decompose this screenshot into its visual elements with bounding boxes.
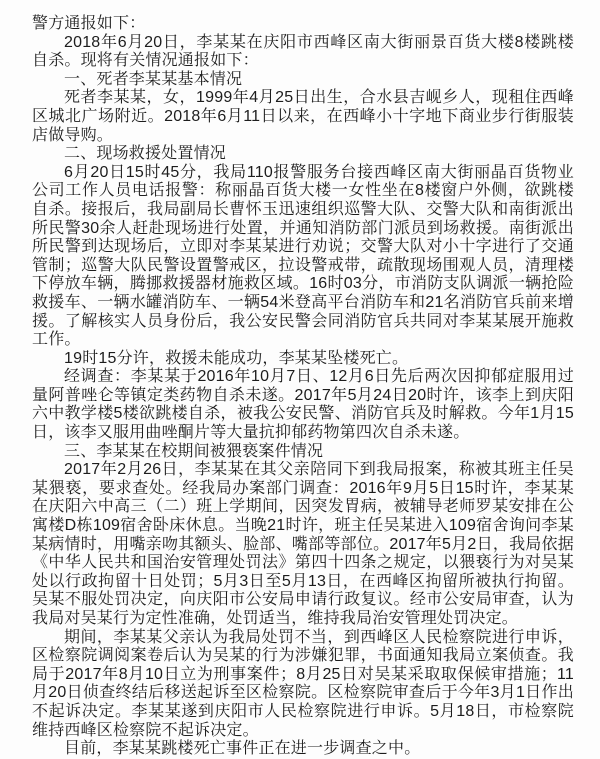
victim-info-paragraph: 死者李某某，女，1999年4月25日出生，合水县吉岘乡人，现租住西峰区城北广场附近。2018年6月11日以来，在西峰小十字地下商业步行街服装店做导购。	[32, 89, 574, 144]
investigation-history-paragraph: 经调查：李某某于2016年10月7日、12月6日先后两次因抑郁症服用过量阿普唑仑等镇定类药物自杀未遂。2017年5月24日20时许，该李上到庆阳六中教学楼5楼欲跳楼自杀，被我公安民警、消防官兵及时解救。今年1月15日，该李又服用曲唑酮片等大量抗抑郁药物第四次自杀未遂。	[32, 368, 574, 442]
death-time-paragraph: 19时15分许，救援未能成功，李某某坠楼死亡。	[64, 349, 409, 367]
appeal-process-paragraph: 期间，李某某父亲认为我局处罚不当，到西峰区人民检察院进行申诉，区检察院调阅案卷后认为吴某的行为涉嫌犯罪，书面通知我局立案侦查。我局于2017年8月10日立为刑事案件；8月25日对吴某采取取保候审措施；11月20日侦查终结后移送起诉至区检察院。区检察院审查后于今年3月1日作出不起诉决定。李某某遂到庆阳市人民检察院进行申诉。5月18日，市检察院维持西峰区检察院不起诉决定。	[32, 628, 574, 739]
closing-paragraph: 目前，李某某跳楼死亡事件正在进一步调查之中。	[64, 740, 421, 758]
document-opening-line: 警方通报如下：	[32, 15, 146, 32]
section-heading-rescue: 二、现场救援处置情况	[64, 145, 227, 163]
molestation-case-paragraph: 2017年2月26日，李某某在其父亲陪同下到我局报案，称被其班主任吴某猥亵，要求查处。经我局办案部门调查：2016年9月5日15时许，李某某在庆阳六中高三（二）班上学期间，因突发胃病，被辅导老师罗某安排在公寓楼D栋109宿舍卧床休息。当晚21时许，班主任吴某进入109宿舍询问李某某病情时，用嘴亲吻其额头、脸部、嘴部等部位。2017年5月2日，我局依据《中华人民共和国治安管理处罚法》第四十四条之规定，以猥亵行为对吴某处以行政拘留十日处罚；5月3日至5月13日，在西峰区拘留所被执行拘留。吴某不服处罚决定，向庆阳市公安局申请行政复议。经市公安局审查，认为我局对吴某行为定性准确，处罚适当，维持我局治安管理处罚决定。	[32, 461, 574, 627]
intro-paragraph: 2018年6月20日，李某某在庆阳市西峰区南大街丽景百货大楼8楼跳楼自杀。现将有关情况通报如下：	[32, 33, 574, 70]
section-heading-victim-info: 一、死者李某某基本情况	[64, 70, 243, 88]
rescue-response-paragraph: 6月20日15时45分，我局110报警服务台接西峰区南大街丽晶百货物业公司工作人员电话报警：称丽晶百货大楼一女性坐在8楼窗户外侧，欲跳楼自杀。接报后，我局副局长曹怀玉迅速组织巡警大队、交警大队和南街派出所民警30余人赶赴现场进行处置，并通知消防部门派员到场救援。南街派出所民警到达现场后，立即对李某某进行劝说；交警大队对小十字进行了交通管制；巡警大队民警设置警戒区，拉设警戒带，疏散现场围观人员，清理楼下停放车辆，腾挪救援器材施救区域。16时03分，市消防支队调派一辆抢险救援车、一辆水罐消防车、一辆54米登高平台消防车和21名消防官兵前来增援。了解核实人员身份后，我公安民警会同消防官兵共同对李某某展开施救工作。	[32, 163, 574, 349]
section-heading-molestation-case: 三、李某某在校期间被猥亵案件情况	[64, 442, 324, 460]
